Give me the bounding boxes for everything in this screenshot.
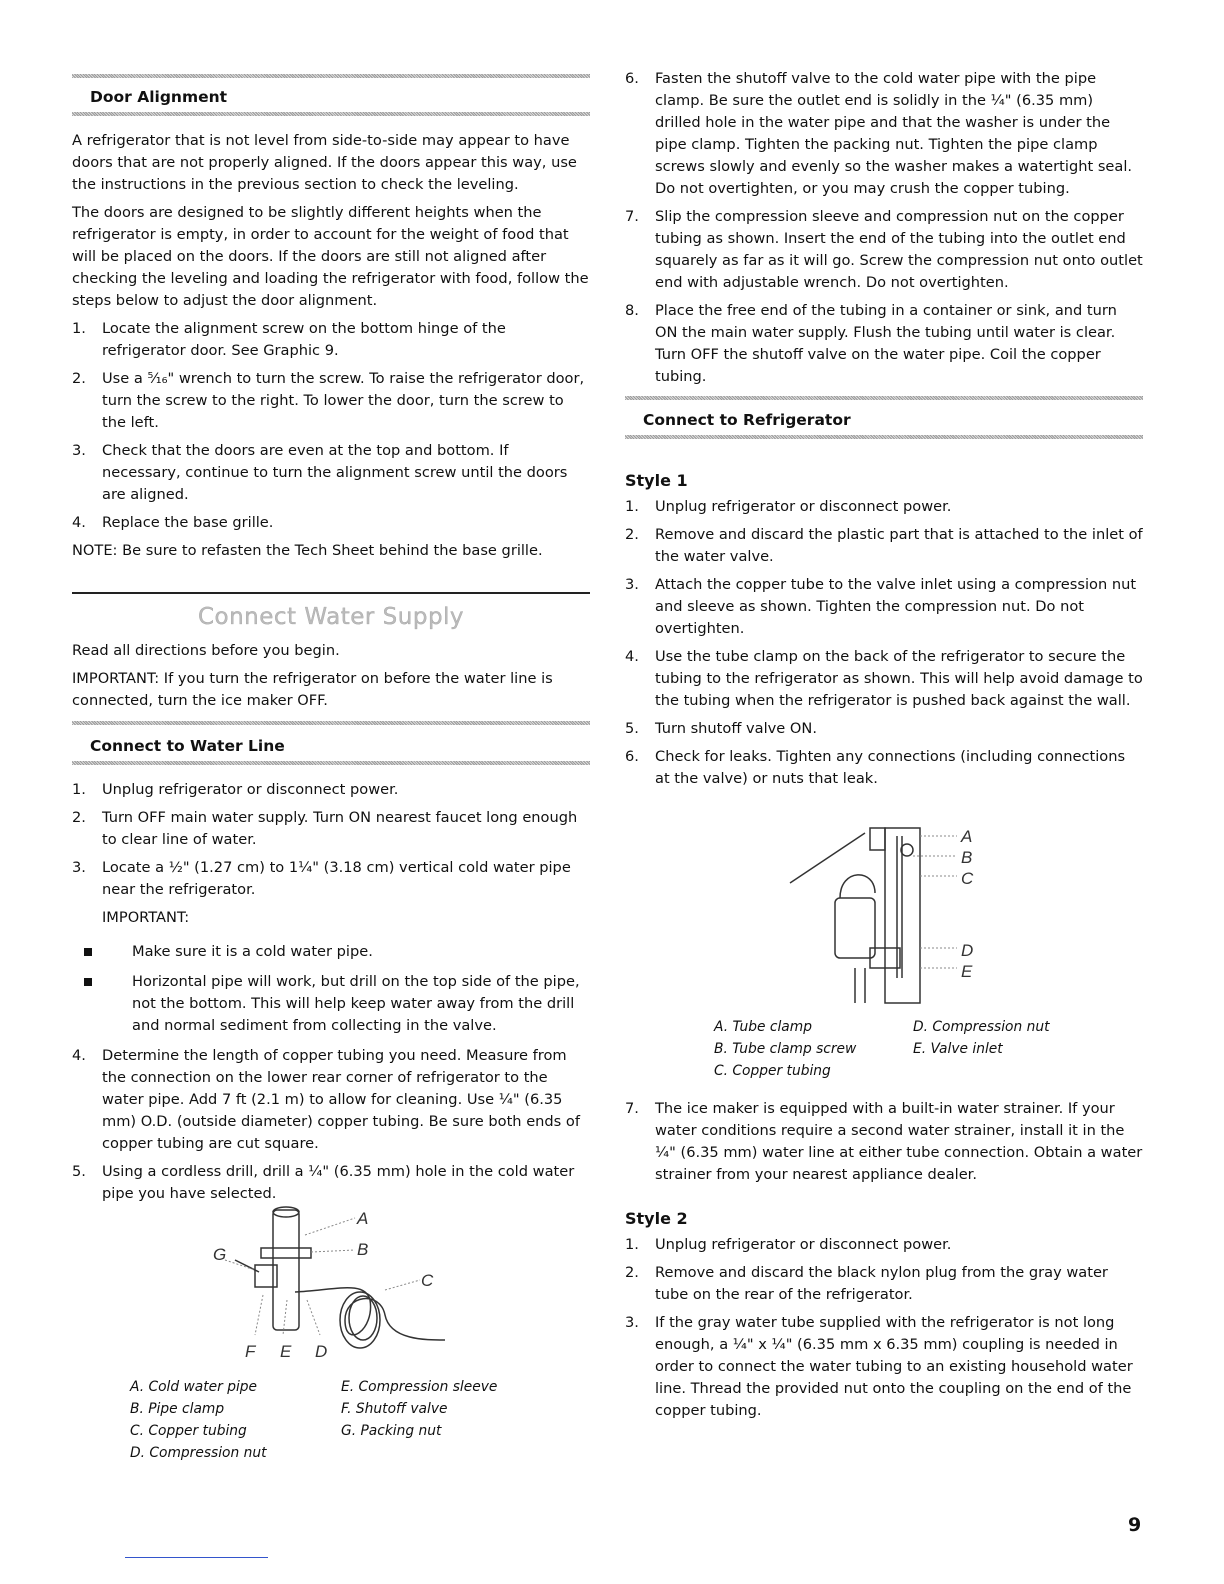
step-text: Slip the compression sleeve and compression nut on the copper tubing as shown. Insert the end of the tubing into the outlet end squarely as far as it will go. Screw the compression nut onto outlet end with adjustable wrench. Do not overtighten. [655,208,1143,291]
tube-clamp [870,828,885,850]
step-text: Use the tube clamp on the back of the refrigerator to secure the tubing to the refrigerator as shown. This will help avoid damage to the tubing when the refrigerator is pushed back against the wall. [655,648,1143,709]
step-number: 8. [625,302,639,319]
step-number: 1. [72,320,86,337]
section-heading-door-alignment: Door Alignment [90,88,228,106]
tube-clamp-screw [901,844,913,856]
list-item [625,1098,1143,1186]
step-number: 2. [72,809,86,826]
figure-caption-column [714,1016,904,1082]
step-text: Unplug refrigerator or disconnect power. [102,781,399,798]
step-number: 6. [625,748,639,765]
caption: D. Compression nut [130,1445,267,1461]
step-number: 4. [72,1047,86,1064]
important-note: IMPORTANT: If you turn the refrigerator on before the water line is connected, turn the ice maker OFF. [72,670,553,709]
figure-caption-column [130,1376,330,1464]
step-text: Fasten the shutoff valve to the cold water pipe with the pipe clamp. Be sure the outlet end is solidly in the ¼" (6.35 mm) drilled hole in the water pipe and that the washer is under the pipe clamp. Tighten the packing nut. Tighten the pipe clamp screws slowly and evenly so the washer makes a watertight seal. Do not overtighten, or you may crush the copper tubing. [655,70,1133,197]
figure-label: D [315,1342,328,1361]
list-item [625,574,1143,640]
figure-label: G [213,1245,227,1264]
figure-label: C [961,869,974,888]
bullet-item [72,941,590,963]
step-number: 2. [72,370,86,387]
list-item [72,779,590,801]
figure-label: B [961,848,973,867]
bullet-icon [84,948,92,956]
figure-label: C [421,1271,434,1290]
caption: E. Compression sleeve [341,1379,498,1395]
list-item [625,68,1143,200]
list-item [72,1045,590,1155]
style-1-heading: Style 1 [625,471,688,490]
bullet-item [72,971,590,1037]
list-item [625,496,1143,518]
figure-label: F [245,1342,256,1361]
list-item [625,718,1143,740]
list-item [72,1161,590,1205]
footer-rule [125,1557,268,1558]
water-valve [835,898,875,958]
caption: A. Tube clamp [714,1019,812,1035]
step-text: Determine the length of copper tubing you need. Measure from the connection on the lower rear corner of refrigerator to the water pipe. Add 7 ft (2.1 m) to allow for cleaning. Use ¼" (6.35 mm) O.D. (outside diameter) copper tubing. Be sure both ends of copper tubing are cut square. [102,1047,580,1152]
caption: F. Shutoff valve [341,1401,448,1417]
list-item [625,746,1143,790]
style-1-steps [625,496,1143,796]
bullet-text: Horizontal pipe will work, but drill on the top side of the pipe, not the bottom. This will help keep water away from the drill and normal sediment from collecting in the valve. [132,973,580,1034]
list-item [72,440,590,506]
style-2-heading: Style 2 [625,1209,688,1228]
caption: G. Packing nut [341,1423,442,1439]
figure-caption-column [913,1016,1113,1060]
caption: A. Cold water pipe [130,1379,258,1395]
caption: E. Valve inlet [913,1041,1003,1057]
paragraph: The doors are designed to be slightly different heights when the refrigerator is empty, in order to account for the weight of food that will be placed on the doors. If the doors are still not aligned after checking the leveling and loading the refrigerator with food, follow the steps below to adjust the door alignment. [72,204,589,309]
paragraph: A refrigerator that is not level from side-to-side may appear to have doors that are not properly aligned. If the doors appear this way, use the instructions in the previous section to check the leveling. [72,132,577,193]
style-2-steps [625,1234,1143,1428]
bullet-icon [84,978,92,986]
figure-label: B [357,1240,369,1259]
list-item [625,646,1143,712]
section-heading-connect-refrigerator: Connect to Refrigerator [643,411,851,429]
step-text: Attach the copper tube to the valve inlet using a compression nut and sleeve as shown. Tighten the compression nut. Do not overtighten. [655,576,1137,637]
page-number: 9 [1128,1514,1142,1536]
figure-label: E [961,962,973,981]
section-rule [72,592,590,594]
step-number: 4. [72,514,86,531]
list-item [625,1262,1143,1306]
list-item [625,1312,1143,1422]
caption: B. Tube clamp screw [714,1041,857,1057]
page-section-title: Connect Water Supply [197,604,465,630]
list-item [72,368,590,434]
step-number: 5. [72,1163,86,1180]
caption: D. Compression nut [913,1019,1050,1035]
shutoff-valve-diagram [195,1200,475,1370]
step-number: 1. [72,781,86,798]
step-number: 3. [72,442,86,459]
figure-label: A [961,827,973,846]
figure-label: E [280,1342,292,1361]
step-number: 2. [625,1264,639,1281]
list-item [72,318,590,362]
step-text: Replace the base grille. [102,514,274,531]
bullet-text: Make sure it is a cold water pipe. [132,943,373,960]
list-item [625,524,1143,568]
list-item [72,807,590,851]
valve-inlet-diagram [785,818,985,1008]
step-text: Turn OFF main water supply. Turn ON nearest faucet long enough to clear line of water. [102,809,578,848]
step-number: 7. [625,208,639,225]
pipe-clamp [261,1248,311,1258]
step-number: 5. [625,720,639,737]
section-divider [72,112,590,116]
list-item [72,512,590,534]
style-1-steps-continued [625,1098,1143,1192]
step-text: Locate a ½" (1.27 cm) to 1¼" (3.18 cm) vertical cold water pipe near the refrigerator. [102,859,571,898]
important-label: IMPORTANT: [102,909,190,926]
water-line-steps [72,779,590,1211]
step-text: The ice maker is equipped with a built-in water strainer. If your water conditions require a second water strainer, install it in the ¼" (6.35 mm) water line at either tube connection. Obtain a water strainer from your nearest appliance dealer. [655,1100,1143,1183]
step-text: Using a cordless drill, drill a ¼" (6.35 mm) hole in the cold water pipe you have selected. [102,1163,575,1202]
step-text: Remove and discard the black nylon plug from the gray water tube on the rear of the refrigerator. [655,1264,1108,1303]
section-divider [625,435,1143,439]
list-item [72,857,590,901]
section-divider [625,396,1143,400]
figure-caption-column [341,1376,541,1442]
step-number: 2. [625,526,639,543]
caption: C. Copper tubing [130,1423,247,1439]
step-text: Locate the alignment screw on the bottom hinge of the refrigerator door. See Graphic 9. [102,320,506,359]
note: NOTE: Be sure to refasten the Tech Sheet behind the base grille. [72,542,543,559]
step-text: Check that the doors are even at the top and bottom. If necessary, continue to turn the alignment screw until the doors are aligned. [102,442,568,503]
section-divider [72,721,590,725]
step-text: Check for leaks. Tighten any connections (including connections at the valve) or nuts that leak. [655,748,1126,787]
step-text: Turn shutoff valve ON. [655,720,817,737]
step-text: Unplug refrigerator or disconnect power. [655,1236,952,1253]
step-text: Place the free end of the tubing in a container or sink, and turn ON the main water supply. Flush the tubing until water is clear. Turn OFF the shutoff valve on the water pipe. Coil the copper tubing. [655,302,1117,385]
list-item [625,300,1143,388]
water-supply-intro [72,640,590,718]
step-number: 3. [625,1314,639,1331]
step-number: 1. [625,498,639,515]
step-text: Use a ⁵⁄₁₆" wrench to turn the screw. To raise the refrigerator door, turn the screw to the right. To lower the door, turn the screw to the left. [102,370,585,431]
figure-label: D [961,941,974,960]
section-divider [72,74,590,78]
step-number: 7. [625,1100,639,1117]
step-number: 1. [625,1236,639,1253]
figure-label: A [357,1209,369,1228]
step-text: Remove and discard the plastic part that is attached to the inlet of the water valve. [655,526,1143,565]
list-item [625,206,1143,294]
door-alignment-body [72,130,590,568]
caption: C. Copper tubing [714,1063,831,1079]
step-text: Unplug refrigerator or disconnect power. [655,498,952,515]
section-divider [72,761,590,765]
step-number: 3. [72,859,86,876]
caption: B. Pipe clamp [130,1401,225,1417]
step-text: If the gray water tube supplied with the refrigerator is not long enough, a ¼" x ¼" (6.35 mm x 6.35 mm) coupling is needed in order to connect the water tubing to an existing household water line. Thread the provided nut onto the coupling on the end of the copper tubing. [655,1314,1133,1419]
section-heading-water-line: Connect to Water Line [90,737,285,755]
list-item [625,1234,1143,1256]
step-number: 3. [625,576,639,593]
water-line-steps-continued [625,68,1143,394]
step-number: 6. [625,70,639,87]
step-number: 4. [625,648,639,665]
paragraph: Read all directions before you begin. [72,642,340,659]
